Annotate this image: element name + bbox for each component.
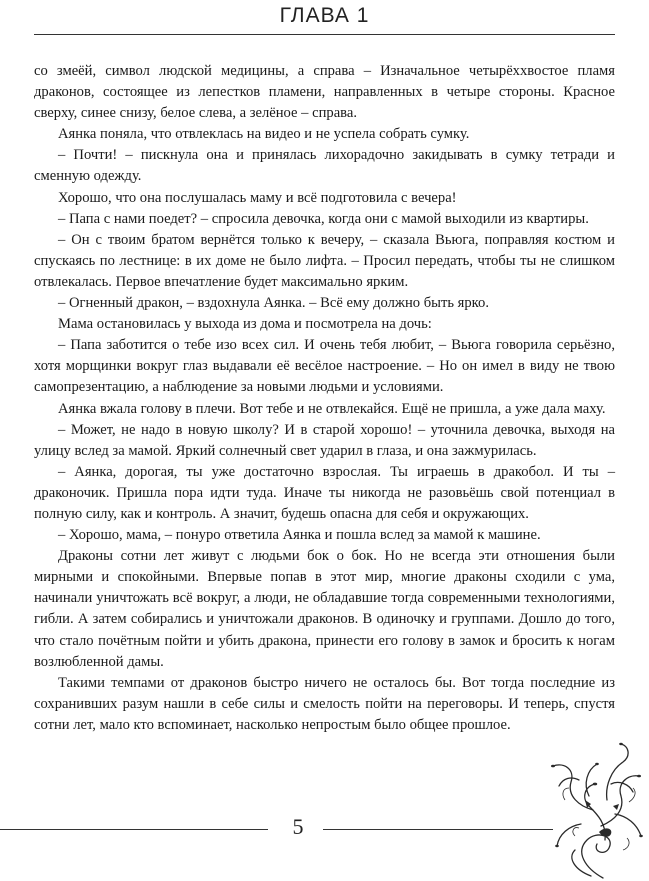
paragraph: Аянка вжала голову в плечи. Вот тебе и не отвлекайся. Ещё не пришла, а уже дала маху. (58, 400, 606, 417)
paragraph: Драконы сотни лет живут с людьми бок о бок. Но не всегда эти отношения были мирными и спокойными. Впервые попав в этот мир, многие драконы сходили с ума, начинали уничтожать всё вокруг, а люди, не обладавшие тогда современными технологиями, гибли. А затем собирались и уничтожали драконов. В одиночку и группами. Дошло до того, что стало почётным пойти и убить дракона, принести его голову в замок и бросить к ногам возлюбленной дамы. (34, 548, 615, 670)
paragraph: Аянка поняла, что отвлеклась на видео и не успела собрать сумку. (58, 126, 470, 143)
paragraph: – Огненный дракон, – вздохнула Аянка. – Всё ему должно быть ярко. (58, 295, 489, 312)
chapter-title: ГЛАВА 1 (279, 4, 370, 27)
paragraph: – Почти! – пискнула она и принялась лихорадочно закидывать в сумку тетради и сменную одежду. (34, 147, 615, 185)
paragraph: Мама остановилась у выхода из дома и посмотрела на дочь: (58, 316, 432, 333)
footer-rule-right (323, 829, 553, 830)
paragraph: со змеёй, символ людской медицины, а справа – Изначальное четырёххвостое пламя драконов, состоящее из лепестков пламени, направленных в четыре стороны. Красное сверху, синее снизу, белое слева, а зелёное – справа. (34, 63, 615, 122)
paragraph: – Хорошо, мама, – понуро ответила Аянка и пошла вслед за мамой к машине. (58, 527, 541, 544)
dragon-ornament-icon (545, 740, 645, 880)
body-text (34, 61, 615, 736)
page-number: 5 (292, 814, 304, 839)
paragraph: – Аянка, дорогая, ты уже достаточно взрослая. Ты играешь в дракобол. И ты – драконочик. Пришла пора идти туда. Иначе ты никогда не разовьёшь свой потенциал в полную силу, как и контроль. А значит, будешь опасна для себя и окружающих. (34, 463, 615, 522)
paragraph: – Папа с нами поедет? – спросила девочка, когда они с мамой выходили из квартиры. (58, 210, 589, 227)
paragraph: – Папа заботится о тебе изо всех сил. И очень тебя любит, – Вьюга говорила серьёзно, хотя морщинки вокруг глаз выдавали её весёлое настроение. – Но он имел в виду не твою самопрезентацию, а наблюдение за новыми людьми и условиями. (34, 337, 615, 396)
paragraph: – Он с твоим братом вернётся только к вечеру, – сказала Вьюга, поправляя костюм и спускаясь по лестнице: в их доме не было лифта. – Просил передать, чтобы ты не слишком отвлекалась. Первое впечатление будет максимально ярким. (34, 231, 615, 290)
footer-rule-left (0, 829, 268, 830)
paragraph: Хорошо, что она послушалась маму и всё подготовила с вечера! (58, 189, 457, 206)
paragraph: Такими темпами от драконов быстро ничего не осталось бы. Вот тогда последние из сохранивших разум нашли в себе силы и смелость пойти на переговоры. И теперь, спустя сотни лет, мало кто вспоминает, насколько непростым было общее прошлое. (34, 674, 615, 733)
page-header (0, 0, 649, 40)
paragraph: – Может, не надо в новую школу? И в старой хорошо! – уточнила девочка, выходя на улицу вслед за мамой. Яркий солнечный свет ударил в глаза, и она зажмурилась. (34, 421, 615, 459)
header-rule (34, 34, 615, 35)
